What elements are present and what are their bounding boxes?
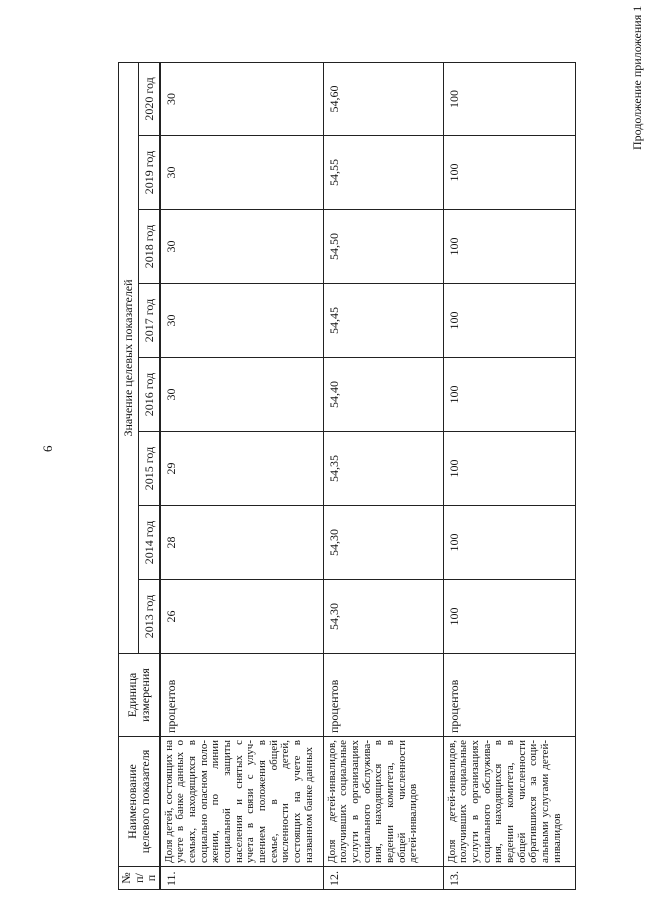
rotated-table-container <box>118 63 563 890</box>
indicator-name: Доля детей-инвалидов, получивших социальные услуги в организациях социального обслуживания, находящихся в ведении комитета, в общей численности обратившихся за социальными услугами детей-инвалидов <box>443 737 575 867</box>
value-cell: 30 <box>160 136 323 210</box>
row-number: 11. <box>160 867 323 890</box>
table-row <box>443 62 575 889</box>
header-year: 2013 год <box>139 580 159 654</box>
table-row <box>160 62 323 889</box>
value-cell: 54,40 <box>323 358 443 432</box>
target-indicators-table <box>118 62 576 890</box>
unit-cell: процентов <box>160 654 323 737</box>
value-cell: 30 <box>160 284 323 358</box>
value-cell: 30 <box>160 210 323 284</box>
value-cell: 100 <box>443 136 575 210</box>
row-number: 13. <box>443 867 575 890</box>
header-year: 2020 год <box>139 62 159 135</box>
value-cell: 100 <box>443 432 575 506</box>
header-unit: Единица измерения <box>119 654 160 737</box>
header-name: Наименование целевого показателя <box>119 737 160 867</box>
value-cell: 100 <box>443 62 575 135</box>
value-cell: 100 <box>443 358 575 432</box>
header-year: 2018 год <box>139 210 159 284</box>
header-year: 2014 год <box>139 506 159 580</box>
value-cell: 30 <box>160 358 323 432</box>
header-year: 2015 год <box>139 432 159 506</box>
row-number: 12. <box>323 867 443 890</box>
header-year: 2019 год <box>139 136 159 210</box>
page-number: 6 <box>40 445 55 452</box>
value-cell: 100 <box>443 284 575 358</box>
value-cell: 100 <box>443 580 575 654</box>
value-cell: 54,30 <box>323 506 443 580</box>
continuation-title: Продолжение приложения 1 <box>630 5 644 150</box>
value-cell: 54,60 <box>323 62 443 135</box>
value-cell: 54,30 <box>323 580 443 654</box>
value-cell: 29 <box>160 432 323 506</box>
value-cell: 54,50 <box>323 210 443 284</box>
value-cell: 100 <box>443 506 575 580</box>
table-row <box>323 62 443 889</box>
value-cell: 28 <box>160 506 323 580</box>
unit-cell: процентов <box>443 654 575 737</box>
header-year: 2016 год <box>139 358 159 432</box>
value-cell: 54,35 <box>323 432 443 506</box>
indicator-name: Доля детей, состоящих на учете в банке данных о семьях, находящихся в социально опасном положении, по линии социальной защиты населения и снятых с учета в связи с улучшением положения в семье, в общей численности детей, состоящих на учете в названном банке данных <box>160 737 323 867</box>
value-cell: 100 <box>443 210 575 284</box>
header-year: 2017 год <box>139 284 159 358</box>
header-no: № п/п <box>119 867 160 890</box>
indicator-name: Доля детей-инвалидов, получивших социальные услуги в организациях социального обслуживания, находящихся в ведении комитета, в общей численности детей-инвалидов <box>323 737 443 867</box>
value-cell: 54,45 <box>323 284 443 358</box>
value-cell: 30 <box>160 62 323 135</box>
unit-cell: процентов <box>323 654 443 737</box>
header-values-group: Значение целевых показателей <box>119 62 139 653</box>
value-cell: 26 <box>160 580 323 654</box>
value-cell: 54,55 <box>323 136 443 210</box>
